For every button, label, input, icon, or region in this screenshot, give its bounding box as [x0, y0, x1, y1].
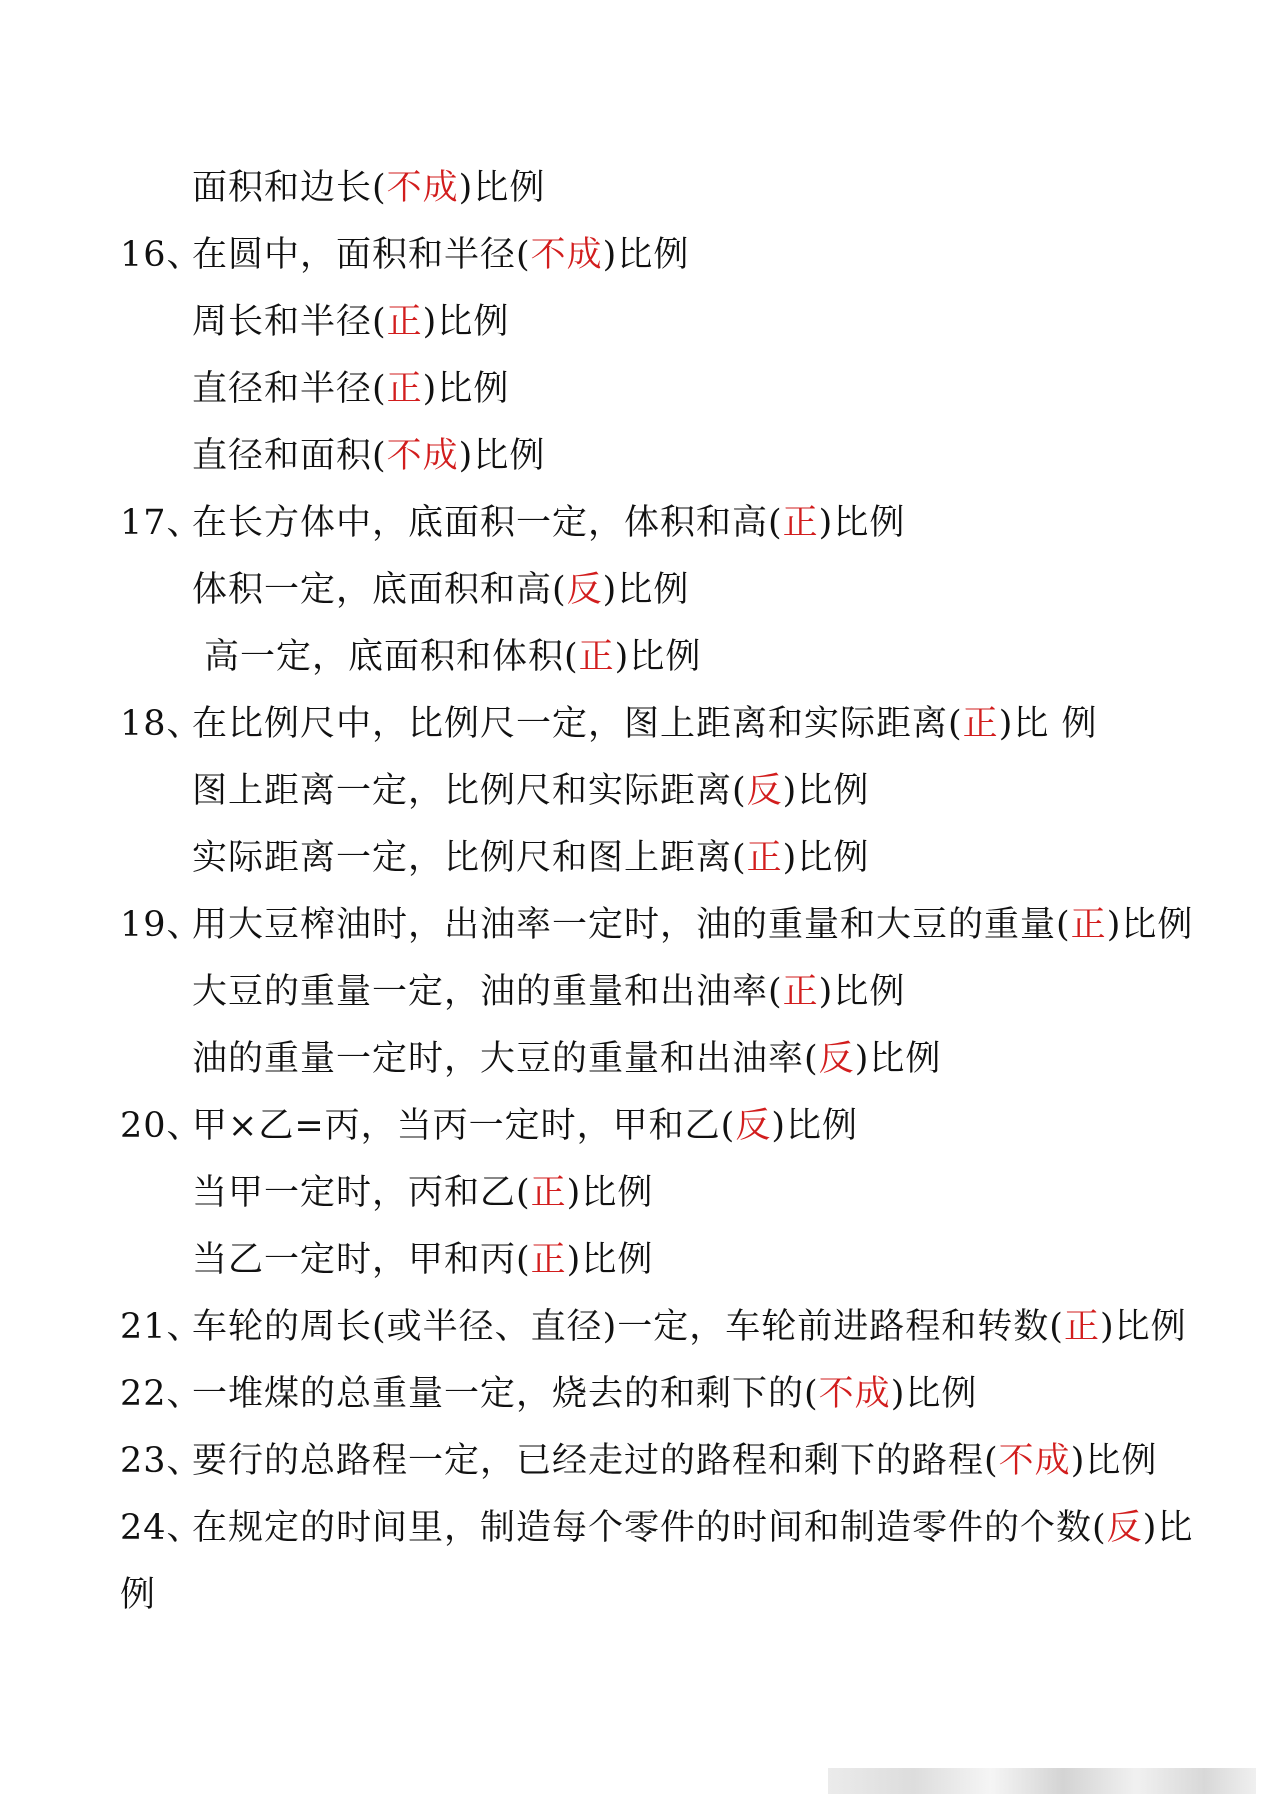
- answer-text: 反: [1106, 1508, 1143, 1548]
- answer-text: 正: [530, 1240, 567, 1280]
- line-text: 一堆煤的总重量一定，烧去的和剩下的(: [192, 1374, 819, 1414]
- line-text: 实际距离一定，比例尺和图上距离(: [192, 838, 747, 878]
- line-text: 在规定的时间里，制造每个零件的时间和制造零件的个数(: [192, 1508, 1107, 1548]
- line-text: 例: [120, 1575, 157, 1615]
- line-8: [132, 635, 701, 679]
- line-suffix: )比例: [602, 570, 690, 610]
- line-21: [120, 1506, 1193, 1550]
- line-suffix: )比例: [818, 972, 906, 1012]
- line-suffix: )比例: [818, 503, 906, 543]
- answer-text: 不成: [386, 168, 459, 208]
- answer-text: 正: [746, 838, 783, 878]
- answer-text: 正: [386, 369, 423, 409]
- line-text: 用大豆榨油时，出油率一定时，油的重量和大豆的重量(: [192, 905, 1071, 945]
- line-text: 当甲一定时，丙和乙(: [192, 1173, 531, 1213]
- answer-text: 不成: [530, 235, 603, 275]
- answer-text: 不成: [818, 1374, 891, 1414]
- line-18: [120, 1305, 1187, 1349]
- answer-text: 正: [1070, 905, 1107, 945]
- answer-text: 反: [735, 1106, 772, 1146]
- line-16: [120, 1171, 653, 1215]
- line-suffix: )比例: [890, 1374, 978, 1414]
- item-number: 17、: [120, 503, 203, 543]
- line-text: 车轮的周长(或半径、直径)一定，车轮前进路程和转数(: [192, 1307, 1064, 1347]
- line-text: 体积一定，底面积和高(: [192, 570, 567, 610]
- line-19: [120, 1372, 977, 1416]
- line-15: [120, 1104, 858, 1148]
- line-text: 当乙一定时，甲和丙(: [192, 1240, 531, 1280]
- answer-text: 正: [782, 972, 819, 1012]
- line-suffix: )比例: [602, 235, 690, 275]
- line-9: [120, 702, 1097, 746]
- line-text: 在比例尺中，比例尺一定，图上距离和实际距离(: [192, 704, 963, 744]
- answer-text: 正: [530, 1173, 567, 1213]
- answer-text: 反: [566, 570, 603, 610]
- line-1: [120, 166, 545, 210]
- line-suffix: )比例: [458, 168, 546, 208]
- line-text: 要行的总路程一定，已经走过的路程和剩下的路程(: [192, 1441, 999, 1481]
- answer-text: 不成: [998, 1441, 1071, 1481]
- line-suffix: )比例: [614, 637, 702, 677]
- line-suffix: )比例: [1070, 1441, 1158, 1481]
- line-11: [120, 836, 869, 880]
- line-suffix: )比例: [1099, 1307, 1187, 1347]
- line-text: 在圆中，面积和半径(: [192, 235, 531, 275]
- item-number: 21、: [120, 1307, 203, 1347]
- line-text: 周长和半径(: [192, 302, 387, 342]
- answer-text: 正: [386, 302, 423, 342]
- line-suffix: )比例: [422, 302, 510, 342]
- line-suffix: )比例: [1106, 905, 1194, 945]
- answer-text: 反: [818, 1039, 855, 1079]
- item-number: 16、: [120, 235, 203, 275]
- line-5: [120, 434, 545, 478]
- line-suffix: )比例: [854, 1039, 942, 1079]
- line-suffix: )比例: [458, 436, 546, 476]
- item-number: 22、: [120, 1374, 203, 1414]
- line-text: 油的重量一定时，大豆的重量和出油率(: [192, 1039, 819, 1079]
- answer-text: 反: [746, 771, 783, 811]
- line-text: 直径和半径(: [192, 369, 387, 409]
- line-text: 在长方体中，底面积一定，体积和高(: [192, 503, 783, 543]
- watermark-strip: [828, 1768, 1256, 1794]
- line-14: [120, 1037, 941, 1081]
- line-suffix: )比例: [566, 1173, 654, 1213]
- line-20: [120, 1439, 1157, 1483]
- line-suffix: )比例: [782, 771, 870, 811]
- line-text: 面积和边长(: [192, 168, 387, 208]
- line-suffix: )比例: [566, 1240, 654, 1280]
- line-text: 图上距离一定，比例尺和实际距离(: [192, 771, 747, 811]
- line-7: [120, 568, 689, 612]
- line-2: [120, 233, 689, 277]
- line-3: [120, 300, 509, 344]
- line-22: [120, 1573, 156, 1617]
- item-number: 24、: [120, 1508, 203, 1548]
- line-text: 大豆的重量一定，油的重量和出油率(: [192, 972, 783, 1012]
- answer-text: 正: [578, 637, 615, 677]
- line-suffix: )比 例: [998, 704, 1098, 744]
- line-4: [120, 367, 509, 411]
- item-number: 19、: [120, 905, 203, 945]
- line-suffix: )比例: [422, 369, 510, 409]
- answer-text: 正: [962, 704, 999, 744]
- line-10: [120, 769, 869, 813]
- answer-text: 不成: [386, 436, 459, 476]
- line-text: 甲×乙=丙，当丙一定时，甲和乙(: [192, 1106, 736, 1146]
- line-13: [120, 970, 905, 1014]
- line-text: 直径和面积(: [192, 436, 387, 476]
- item-number: 20、: [120, 1106, 203, 1146]
- line-17: [120, 1238, 653, 1282]
- line-suffix: )比: [1142, 1508, 1194, 1548]
- item-number: 18、: [120, 704, 203, 744]
- line-text: 高一定，底面积和体积(: [204, 637, 579, 677]
- line-suffix: )比例: [771, 1106, 858, 1146]
- line-suffix: )比例: [782, 838, 870, 878]
- item-number: 23、: [120, 1441, 203, 1481]
- answer-text: 正: [1063, 1307, 1100, 1347]
- line-6: [120, 501, 905, 545]
- line-12: [120, 903, 1193, 947]
- answer-text: 正: [782, 503, 819, 543]
